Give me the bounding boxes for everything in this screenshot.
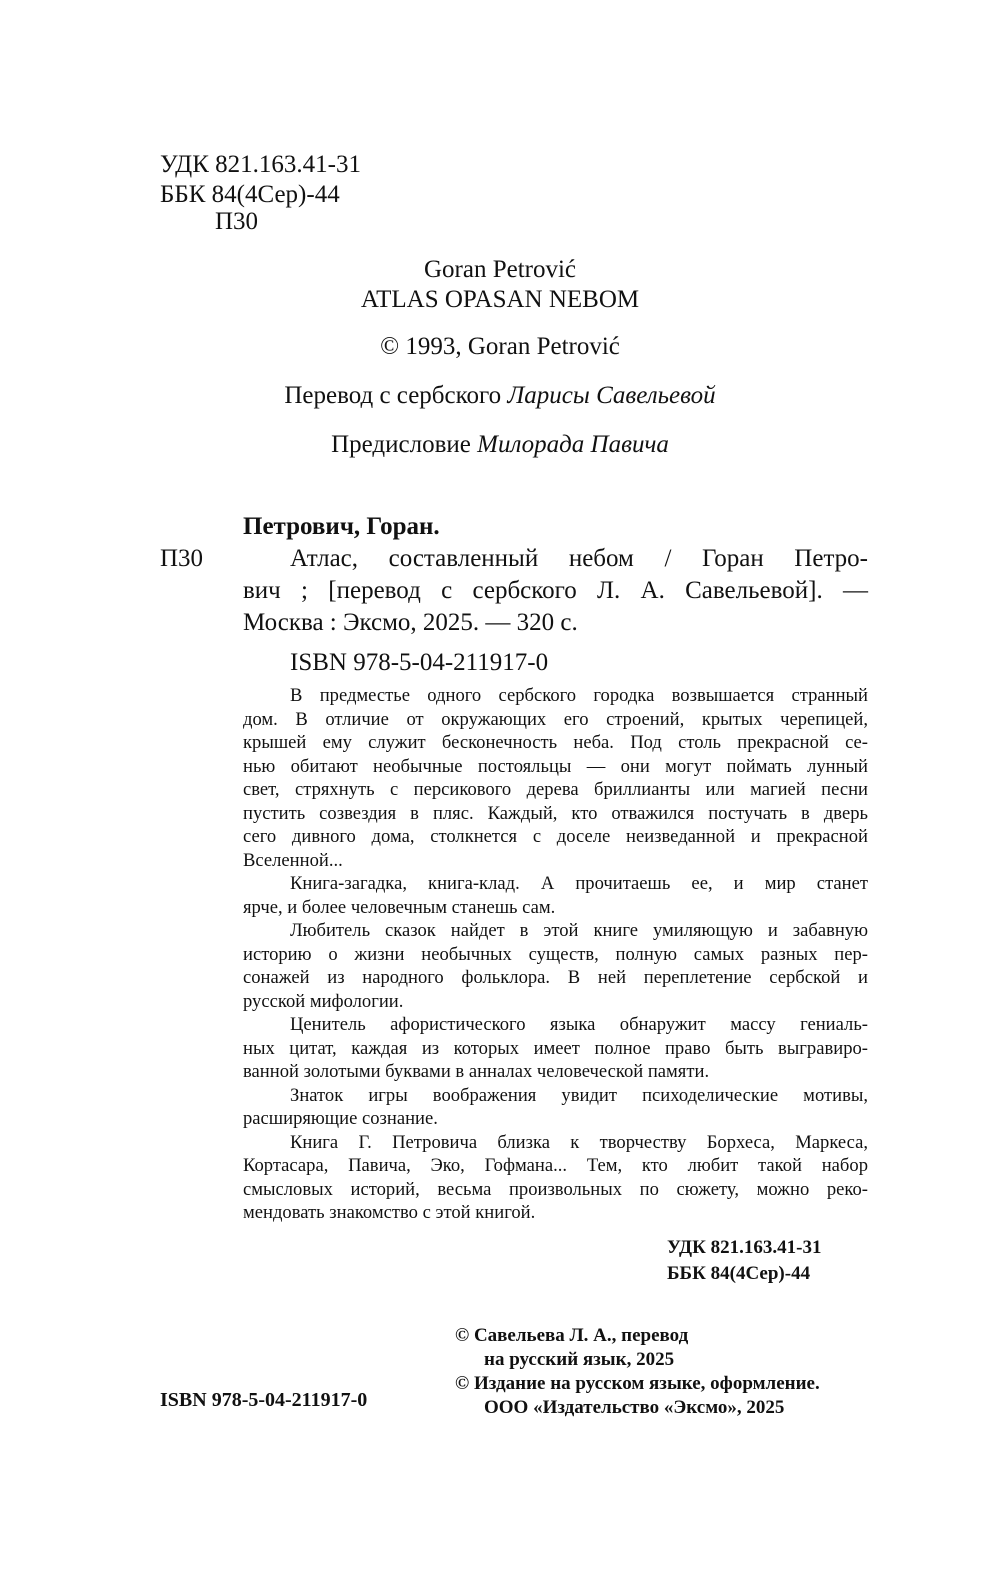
catalog-line: вич ; [перевод с сербского Л. А. Савельевой]. —: [243, 577, 868, 604]
annotation-line: расширяющие сознание.: [243, 1108, 438, 1129]
annotation-line: Книга Г. Петровича близка к творчеству Борхеса, Маркеса,: [290, 1131, 868, 1153]
original-title: ATLAS OPASAN NEBOM: [360, 286, 640, 313]
footer-bbk-code: ББК 84(4Сер)-44: [667, 1263, 811, 1284]
annotation-line: ярче, и более человечным станешь сам.: [243, 896, 556, 918]
annotation: [243, 684, 868, 1225]
annotation-line: смысловых историй, весьма произвольных по сюжету, можно реко-: [243, 1178, 868, 1200]
rights-line: © Савельева Л. А., перевод: [455, 1325, 689, 1346]
annotation-line: Вселенной...: [243, 849, 343, 871]
translation-credit: [0, 381, 1000, 411]
catalog-mark: П30: [160, 545, 204, 572]
original-copyright: © 1993, Goran Petrović: [380, 333, 620, 360]
author-mark: П30: [215, 208, 259, 235]
rights-line: ООО «Издательство «Эксмо», 2025: [484, 1397, 785, 1418]
preface-prefix: Предисловие: [331, 431, 471, 458]
annotation-line: Любитель сказок найдет в этой книге умиляющую и забавную: [290, 920, 868, 941]
annotation-line: русской мифологии.: [243, 990, 404, 1012]
rights-line: на русский язык, 2025: [484, 1349, 675, 1370]
original-author: Goran Petrović: [423, 256, 577, 283]
annotation-line: мендовать знакомство с этой книгой.: [243, 1202, 536, 1223]
annotation-line: Ценитель афористического языка обнаружит массу гениаль-: [290, 1014, 868, 1035]
annotation-line: дом. В отличие от окружающих его строений, крытых черепицей,: [243, 708, 868, 730]
preface-credit: [0, 430, 1000, 460]
translation-prefix: Перевод с сербского: [284, 382, 502, 409]
annotation-line: свет, стряхнуть с персикового дерева бриллианты или магией песни: [243, 779, 868, 800]
translator-name: Ларисы Савельевой: [507, 382, 716, 409]
preface-author-name: Милорада Павича: [477, 431, 669, 458]
annotation-line: Книга-загадка, книга-клад. А прочитаешь ее, и мир станет: [290, 873, 868, 894]
annotation-line: сонажей из народного фольклора. В ней переплетение сербской и: [243, 967, 868, 988]
catalog-heading: Петрович, Горан.: [243, 513, 440, 540]
annotation-line: сего дивного дома, столкнется с доселе неизведанной и прекрасной: [243, 826, 868, 847]
annotation-line: крышей ему служит бесконечность неба. Под столь прекрасной се-: [243, 732, 868, 753]
annotation-line: В предместье одного сербского городка возвышается странный: [290, 685, 868, 706]
catalog-isbn: ISBN 978-5-04-211917-0: [290, 649, 549, 676]
rights-line: © Издание на русском языке, оформление.: [455, 1373, 820, 1394]
footer-udk-code: УДК 821.163.41-31: [667, 1237, 822, 1258]
annotation-line: пустить созвездия в пляс. Каждый, кто отважился постучать в дверь: [243, 802, 868, 824]
annotation-line: Знаток игры воображения увидит психоделические мотивы,: [290, 1084, 868, 1106]
catalog-line: Москва : Эксмо, 2025. — 320 с.: [243, 609, 578, 636]
annotation-line: ных цитат, каждая из которых имеет полное право быть выгравиро-: [243, 1037, 868, 1059]
catalog-line: Атлас, составленный небом / Горан Петро-: [290, 545, 868, 572]
bbk-code: ББК 84(4Сер)-44: [160, 181, 340, 208]
annotation-line: историю о жизни необычных существ, полную самых разных пер-: [243, 943, 868, 965]
udk-code: УДК 821.163.41-31: [160, 151, 361, 178]
isbn-bottom: ISBN 978-5-04-211917-0: [160, 1389, 368, 1411]
annotation-line: ванной золотыми буквами в анналах человеческой памяти.: [243, 1061, 710, 1082]
annotation-line: нью обитают необычные постояльцы — они могут поймать лунный: [243, 755, 868, 777]
annotation-line: Кортасара, Павича, Эко, Гофмана... Тем, кто любит такой набор: [243, 1155, 868, 1176]
